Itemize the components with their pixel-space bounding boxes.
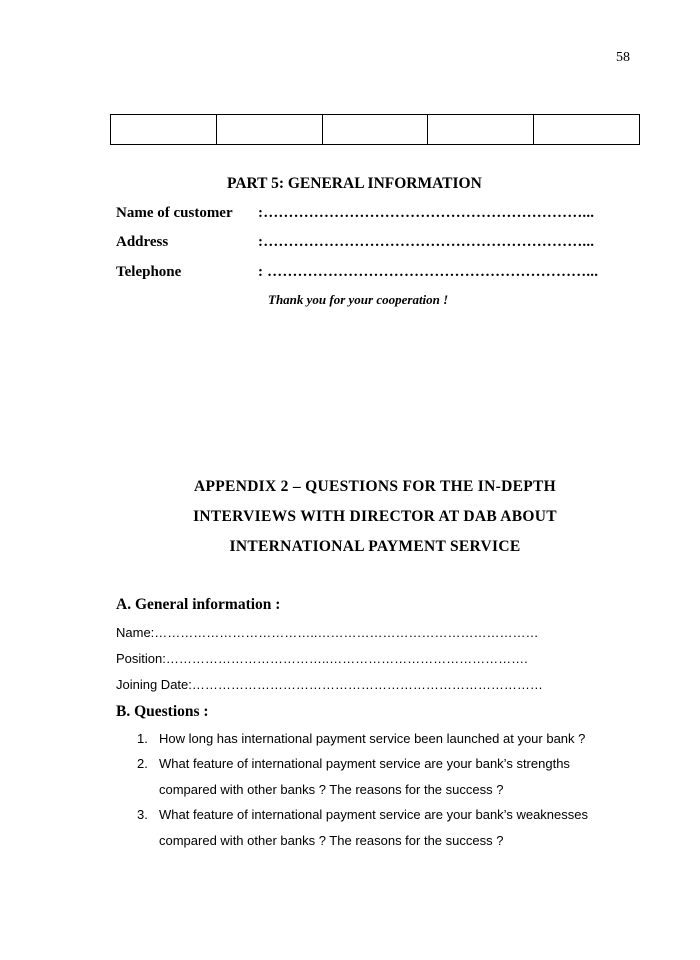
table-cell [111, 115, 217, 145]
table-cell [534, 115, 640, 145]
table-row [111, 115, 640, 145]
question-number: 1. [137, 731, 148, 746]
position-line: Position:………………………………..………………………………………. [116, 651, 528, 666]
appendix-title-line-3: INTERNATIONAL PAYMENT SERVICE [229, 538, 521, 555]
question-number: 2. [137, 756, 148, 771]
table-cell [428, 115, 534, 145]
telephone-label: Telephone [116, 264, 182, 280]
joining-date-line: Joining Date:……………………………………………………………………… [116, 677, 543, 692]
thank-you-note: Thank you for your cooperation ! [268, 292, 449, 307]
page-number: 58 [616, 50, 630, 65]
appendix-title-line-2: INTERVIEWS WITH DIRECTOR AT DAB ABOUT [193, 508, 557, 525]
part5-title: PART 5: GENERAL INFORMATION [227, 175, 482, 192]
question-text: What feature of international payment service are your bank’s strengths [159, 756, 570, 771]
section-b-heading: B. Questions : [116, 703, 209, 720]
name-line: Name:………………………………..…………………………………………… [116, 625, 539, 640]
appendix-title-line-1: APPENDIX 2 – QUESTIONS FOR THE IN-DEPTH [194, 478, 556, 495]
question-number: 3. [137, 807, 148, 822]
customer-name-field: :………………………………………………………... [258, 205, 595, 221]
question-text: compared with other banks ? The reasons for the success ? [159, 833, 504, 848]
address-field: :………………………………………………………... [258, 234, 595, 250]
address-label: Address [116, 234, 169, 250]
question-text: How long has international payment service been launched at your bank ? [159, 731, 586, 746]
empty-table [110, 114, 640, 145]
question-text: compared with other banks ? The reasons for the success ? [159, 782, 504, 797]
table-cell [216, 115, 322, 145]
question-text: What feature of international payment service are your bank’s weaknesses [159, 807, 588, 822]
customer-name-label: Name of customer [116, 205, 233, 221]
section-a-heading: A. General information : [116, 596, 281, 613]
table-cell [322, 115, 428, 145]
telephone-field: : ………………………………………………………... [258, 264, 599, 280]
